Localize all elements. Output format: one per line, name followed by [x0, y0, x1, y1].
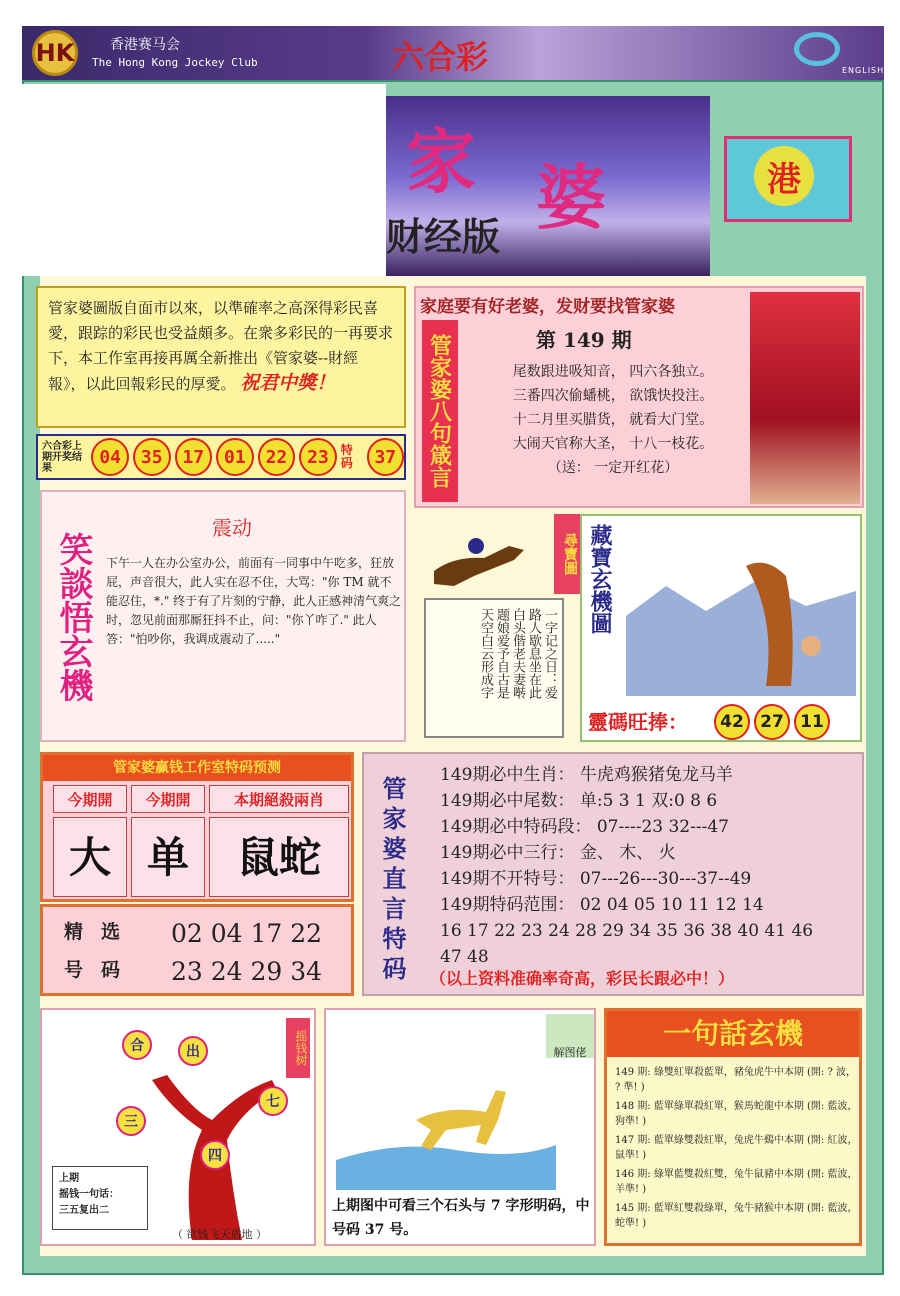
- poem-line: 尾数跟进吸知音， 四六各独立。: [512, 364, 714, 380]
- treasure-ball: 11: [794, 704, 830, 740]
- direct-side-title: 管家婆直言特码: [378, 776, 407, 986]
- poem-line: 三番四次偷蟠桃， 欲饿快投注。: [512, 388, 714, 404]
- poem-line: 大闹天官称大圣， 十八一枝花。: [512, 436, 714, 452]
- header-bar: [22, 26, 884, 80]
- result-ball: 22: [258, 438, 296, 476]
- studio-col: 本期絕殺兩肖: [209, 785, 349, 813]
- scroll-col: 天空白云形成字: [478, 608, 493, 699]
- direct-note: （以上资料准确率奇高，彩民长跟必中！）: [430, 969, 735, 988]
- joke-title: 震动: [212, 516, 252, 540]
- joke-body: 下午一人在办公室办公，前面有一同事中午吃多，狂放屁，声音很大，此人实在忍不住，大骂："你 TM 就不能忍住，*." 终于有了片刻的宁静，此人正感神清气爽之时，忽见前面那厮狂抖不止，问："你丫咋了." 此人答："怕吵你，我调成震动了.....": [106, 556, 402, 646]
- treasure-ball: 42: [714, 704, 750, 740]
- picks-row: 02 04 17 22: [171, 919, 323, 948]
- direct-row: 16 17 22 23 24 28 29 34 35 36 38 40 41 46: [440, 921, 814, 941]
- studio-big: 单: [131, 817, 205, 897]
- banner-subtitle: 财经版: [386, 214, 501, 259]
- deer-text: 上期图中可看三个石头与 7 字形明码，中号码 37 号。: [332, 1198, 590, 1238]
- direct-row: 149期必中特码段： 07----23 32---47: [440, 817, 729, 837]
- picks-panel: [40, 904, 354, 996]
- tree-bubble: 三: [116, 1106, 146, 1136]
- direct-row: 149期特码范围： 02 04 05 10 11 12 14: [440, 895, 764, 915]
- picks-label: [51, 913, 151, 989]
- treasure-panel: [580, 514, 862, 742]
- intro-wish: 祝君中獎！: [240, 372, 336, 394]
- yiju-row: 149 期: 綠雙紅單殺藍單，豬兔虎牛中本期 (開: ? 波， ? 準! ): [615, 1067, 856, 1093]
- direct-row: 47 48: [440, 947, 489, 967]
- scroll-col: 一字记之日：爱: [542, 608, 557, 699]
- result-ball: 17: [175, 438, 213, 476]
- poem-issue: 第 149 期: [536, 328, 632, 352]
- result-ball: 35: [133, 438, 171, 476]
- mark-six-title: 六合彩: [392, 38, 489, 76]
- studio-big: 鼠蛇: [209, 817, 349, 897]
- studio-panel: [40, 752, 354, 902]
- lantern-panel: [710, 96, 866, 276]
- org-name-en: The Hong Kong Jockey Club: [92, 56, 258, 69]
- direct-row: 149期必中生肖： 牛虎鸡猴猪兔龙马羊: [440, 765, 733, 785]
- poem-line: 十二月里买腊货， 就看大门堂。: [512, 412, 714, 428]
- tree-bubble: 七: [258, 1086, 288, 1116]
- deer-tag: 解图佬: [546, 1014, 594, 1058]
- picks-label-1: 精选: [63, 921, 138, 943]
- scroll-col: 题娘爱予自古是: [494, 608, 509, 699]
- studio-col: 今期開: [131, 785, 205, 813]
- tree-box-line: 三五复出二: [59, 1205, 109, 1216]
- poem-lines: [468, 360, 758, 480]
- scroll-col: 路人歇息坐在此: [526, 608, 541, 699]
- treasure-ball: 27: [754, 704, 790, 740]
- blank-area: [22, 84, 386, 276]
- english-link[interactable]: ENGLISH: [842, 66, 885, 75]
- tree-bubble: 出: [178, 1036, 208, 1066]
- horse-rider-icon: [414, 516, 544, 596]
- special-label: 特码: [340, 443, 353, 470]
- direct-row: 149期不开特号： 07---26---30---37--49: [440, 869, 752, 889]
- yiju-row: 147 期: 藍單綠雙殺紅單，兔虎牛鷄中本期 (開: 紅波， 鼠準! ): [615, 1135, 858, 1161]
- result-ball: 23: [299, 438, 337, 476]
- bride-image: [750, 292, 860, 504]
- studio-big: 大: [53, 817, 127, 897]
- tree-last-box: [52, 1166, 148, 1230]
- word-scroll: [424, 598, 564, 738]
- jockey-club-logo[interactable]: HK: [32, 30, 78, 76]
- picks-numbers: [171, 915, 351, 991]
- results-label: 六合彩上期开奖结果: [42, 440, 82, 474]
- banner-char-po: 婆: [536, 156, 606, 239]
- poem-panel: [414, 286, 864, 508]
- direct-panel: [362, 752, 864, 996]
- treasure-tag: 尋寶圖: [554, 514, 580, 594]
- treasure-label: 靈碼旺捧：: [588, 710, 688, 734]
- tree-box-line: 摇钱一句话：: [59, 1189, 119, 1200]
- lantern-char: 港: [754, 146, 814, 206]
- yiju-row: 148 期: 藍單綠單殺紅單，猴馬蛇龍中本期 (開: 藍波， 狗準! ): [615, 1101, 858, 1127]
- poem-line: （送： 一定开红花）: [547, 460, 679, 476]
- tree-tag: 摇钱树: [286, 1018, 310, 1078]
- direct-row: 149期必中尾数： 单:5 3 1 双:0 8 6: [440, 791, 718, 811]
- last-results: [36, 434, 406, 480]
- money-tree-panel: [40, 1008, 316, 1246]
- special-ball: 37: [367, 438, 405, 476]
- yiju-panel: [604, 1008, 862, 1246]
- picks-row: 23 24 29 34: [171, 957, 323, 986]
- picks-label-2: 号码: [63, 959, 138, 981]
- intro-box: [36, 286, 406, 428]
- tree-man-image: [626, 536, 856, 696]
- intro-text: 管家婆圖版自面市以來，以準確率之高深得彩民喜愛，跟踪的彩民也受益頗多。在衆多彩民的一再要求下，本工作室再接再厲全新推出《管家婆--財經報》，以此回報彩民的厚愛。: [48, 299, 394, 393]
- result-ball: 01: [216, 438, 254, 476]
- treasure-title: 藏寶玄機圖: [587, 524, 613, 634]
- deer-image: [336, 1050, 556, 1190]
- direct-row: 149期必中三行： 金、 木、 火: [440, 843, 676, 863]
- studio-head: 管家婆赢钱工作室特码预测: [43, 755, 351, 781]
- direct-rows: [440, 762, 860, 970]
- joke-side-title: 笑談悟玄機: [53, 532, 93, 702]
- result-ball: 04: [91, 438, 129, 476]
- tree-box-line: 上期: [59, 1173, 79, 1184]
- banner-char-jia: 家: [406, 120, 476, 203]
- yiju-title: 一句話玄機: [607, 1011, 859, 1057]
- tree-caption: （ 欲钱飞天盾地 ）: [172, 1228, 267, 1241]
- tree-bubble: 合: [122, 1030, 152, 1060]
- ring-logo-icon: [794, 32, 840, 66]
- deer-panel: [324, 1008, 596, 1246]
- org-name-cn: 香港赛马会: [110, 37, 180, 53]
- yiju-row: 145 期: 藍單紅雙殺綠單，兔牛豬猴中本期 (開: 藍波， 蛇準! ): [615, 1203, 858, 1229]
- yiju-row: 146 期: 綠單藍雙殺紅雙，兔牛鼠豬中本期 (開: 藍波， 羊準! ): [615, 1169, 858, 1195]
- joke-panel: [40, 490, 406, 742]
- tree-bubble: 四: [200, 1140, 230, 1170]
- poem-slogan: 家庭要有好老婆，发财要找管家婆: [420, 297, 675, 317]
- studio-col: 今期開: [53, 785, 127, 813]
- poem-side-title: 管家婆八句箴言: [422, 320, 458, 502]
- scroll-col: 白头偕老夫妻啭: [510, 608, 525, 699]
- yiju-rows: [615, 1065, 859, 1235]
